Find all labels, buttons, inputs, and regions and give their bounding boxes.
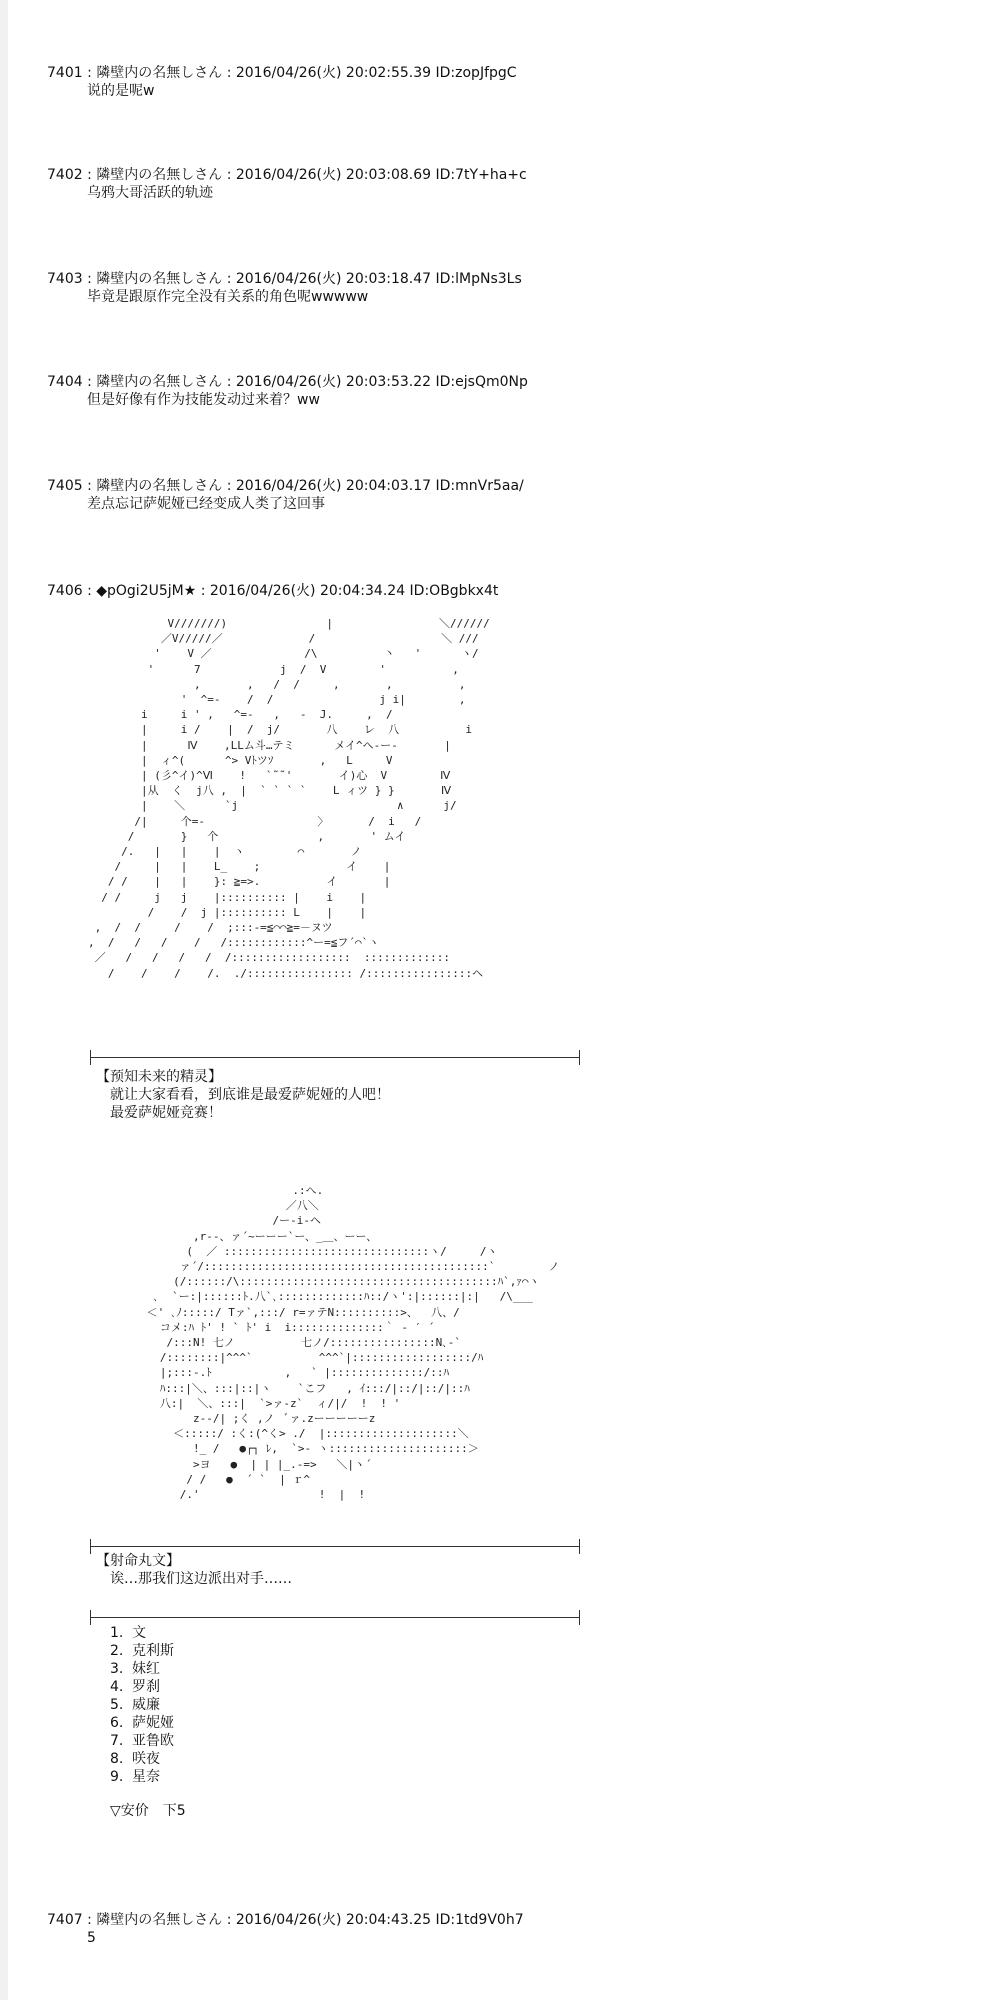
post-header: 7406 : ◆pOgi2U5jM★ : 2016/04/26(火) 20:04:34.24 ID:OBgbkx4t <box>47 583 499 599</box>
divider-rule <box>90 1057 580 1058</box>
post-header: 7407 : 隣壁内の名無しさん : 2016/04/26(火) 20:04:43.25 ID:1td9V0h7 <box>47 1912 524 1928</box>
choice-label: 妹红 <box>132 1661 160 1677</box>
post-body: 毕竟是跟原作完全没有关系的角色呢wwwww <box>87 289 369 305</box>
post-body: 5 <box>87 1930 96 1946</box>
anchor-note: ▽安价 下5 <box>110 1803 186 1819</box>
left-margin <box>0 0 8 2000</box>
ascii-art-character: V///////) | ＼////// ／V/////／ / ＼ /// ' V ／ /\ 丶 ' ヽ/ ' 7 j / V ' , , , / / , , , ' ^=- / / j i| , i i ' , ^=- , - J. , / | i / | / j/ 八 レ 八 i | Ⅳ ,LLム斗…テミ メイ^ヘ-ー- | | ィ^( ^> Vﾄツｿ , L V | (彡^イ)^Ⅵ ! `˜˜' イ)心 V Ⅳ |从 く j八 , | ` ` ` ` L ィツ } } Ⅳ | ＼ `j ∧ j/ /| 个=- 〉 / i / / } 个 , ' ムイ /. | | | ヽ ⌒ ノ / | | L_ ; イ | / / | | }: ≧=>. イ | / / j j |:::::::::: | i | / / j |:::::::::: L | | , / / / / ;:::-=≦⌒⌒≧=－ヌツ , / / / / /::::::::::::^ー=≦フ´⌒`ヽ ／ / / / / /:::::::::::::::::: ::::::::::::: / / / /. ./:::::::::::::::: /::::::::::::::::ヘ <box>88 617 490 980</box>
list-item <box>110 1642 174 1660</box>
list-item <box>110 1732 174 1750</box>
speaker-label: 【预知未来的精灵】 <box>96 1069 222 1085</box>
post-header: 7404 : 隣壁内の名無しさん : 2016/04/26(火) 20:03:53.22 ID:ejsQm0Np <box>47 374 528 390</box>
choice-label: 罗刹 <box>132 1679 160 1695</box>
choice-number: 9. <box>110 1769 124 1785</box>
ascii-art-character: .:へ. ／八＼ /ー-i-ヘ ,r--、ァ´~ーーー`ー、_＿、ーー、 ( ／ :::::::::::::::::::::::::::::::ヽ/ /ヽ ァ´/:::::::::::::::::::::::::::::::::::::::::::` ノ (/::::::/\:::::::::::::::::::::::::::::::::::::::ﾊ`,ｧ⌒ヽ ､ `ー:|::::::ﾄ.八`､:::::::::::::ﾊ::/ヽ':|::::::|:| /\___ ＜' ､ﾉ:::::/ Tァ`,:::/ r=ァテN::::::::::>、 八、/ コメ:ﾊ ﾄ' ! ` ﾄ' i i::::::::::::::｀ - ′ ´ /:::N! 七ノ 七ノ/::::::::::::::::N､-` /::::::::|^^^` ^^^`|::::::::::::::::::/ﾊ |;:::-.ﾄ , ` |::::::::::::::/::ﾊ ﾊ:::|＼、:::|::|ヽ `こフ , ｲ:::/|::/|::/|::ﾊ 八:| ＼、:::| `>ァ-z` ィ/|/ ! ! ' z--/| ;く ,ノ ﾞァ.zーーーーーz ＜:::::/ :く:(^く> ./ |::::::::::::::::::::＼ !_ / ●┌┐ ﾚ, `>- ヽ:::::::::::::::::::::＞ >ヨ ● | | |_.-=> ＼|ヽ´ / / ● ´ ` | ｒ^ /.' ! | ! <box>146 1184 560 1502</box>
list-item <box>110 1678 174 1696</box>
list-item <box>110 1696 174 1714</box>
choice-number: 3. <box>110 1661 124 1677</box>
list-item <box>110 1714 174 1732</box>
choice-number: 8. <box>110 1751 124 1767</box>
choice-label: 咲夜 <box>132 1751 160 1767</box>
choice-number: 6. <box>110 1715 124 1731</box>
post-body: 差点忘记萨妮娅已经变成人类了这回事 <box>87 496 325 512</box>
choice-label: 星奈 <box>132 1769 160 1785</box>
post-header: 7402 : 隣壁内の名無しさん : 2016/04/26(火) 20:03:08.69 ID:7tY+ha+c <box>47 167 527 183</box>
post-header: 7401 : 隣壁内の名無しさん : 2016/04/26(火) 20:02:55.39 ID:zopJfpgC <box>47 65 517 81</box>
choice-list <box>110 1624 174 1786</box>
post-body: 但是好像有作为技能发动过来着？ww <box>87 392 320 408</box>
speech-line: 诶…那我们这边派出对手…… <box>110 1571 292 1587</box>
divider-rule <box>90 1546 580 1547</box>
choice-label: 文 <box>132 1625 146 1641</box>
list-item <box>110 1660 174 1678</box>
choice-number: 1. <box>110 1625 124 1641</box>
choice-number: 7. <box>110 1733 124 1749</box>
choice-number: 4. <box>110 1679 124 1695</box>
choice-label: 萨妮娅 <box>132 1715 174 1731</box>
post-header: 7405 : 隣壁内の名無しさん : 2016/04/26(火) 20:04:03.17 ID:mnVr5aa/ <box>47 478 524 494</box>
post-header: 7403 : 隣壁内の名無しさん : 2016/04/26(火) 20:03:18.47 ID:lMpNs3Ls <box>47 271 522 287</box>
post-body: 乌鸦大哥活跃的轨迹 <box>87 185 213 201</box>
list-item <box>110 1624 174 1642</box>
speech-line: 就让大家看看，到底谁是最爱萨妮娅的人吧！ <box>110 1087 390 1103</box>
speaker-label: 【射命丸文】 <box>96 1553 180 1569</box>
list-item <box>110 1750 174 1768</box>
choice-number: 2. <box>110 1643 124 1659</box>
choice-label: 亚鲁欧 <box>132 1733 174 1749</box>
speech-line: 最爱萨妮娅竞赛！ <box>110 1105 222 1121</box>
divider-rule <box>90 1617 580 1618</box>
choice-number: 5. <box>110 1697 124 1713</box>
list-item <box>110 1768 174 1786</box>
choice-label: 威廉 <box>132 1697 160 1713</box>
choice-label: 克利斯 <box>132 1643 174 1659</box>
post-body: 说的是呢w <box>87 83 155 99</box>
